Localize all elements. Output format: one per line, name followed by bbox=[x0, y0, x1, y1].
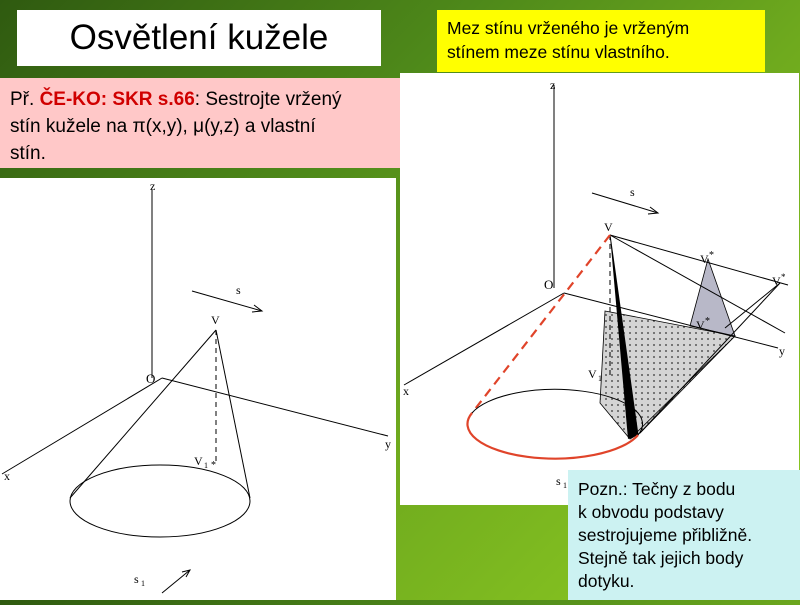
figure-left bbox=[0, 178, 396, 600]
label-x: x bbox=[4, 469, 10, 483]
cone-generator-left-hidden bbox=[472, 235, 610, 413]
label-z: z bbox=[550, 78, 556, 92]
label-v-star-lower: V bbox=[696, 318, 705, 332]
v-star-upper-mark: * bbox=[709, 250, 714, 261]
slide-title-box bbox=[17, 10, 381, 66]
label-s1-sub: 1 bbox=[141, 579, 145, 588]
axis-x bbox=[404, 293, 564, 385]
note-top bbox=[437, 10, 765, 72]
label-v: V bbox=[211, 313, 220, 327]
label-v-star-right: V bbox=[772, 274, 781, 288]
label-y: y bbox=[779, 344, 785, 358]
note-bottom bbox=[568, 470, 800, 600]
task-line1-rest: : Sestrojte vržený bbox=[194, 89, 342, 110]
note-bottom-line2: k obvodu podstavy bbox=[578, 502, 724, 522]
label-s1: s bbox=[556, 474, 561, 488]
note-top-line1: Mez stínu vrženého je vrženým bbox=[447, 18, 690, 38]
light-direction-s bbox=[192, 291, 262, 311]
task-prefix: Př. bbox=[10, 89, 40, 110]
label-s1-sub: 1 bbox=[563, 481, 567, 490]
label-x: x bbox=[403, 384, 409, 398]
task-box bbox=[0, 78, 400, 168]
cone-generator-left bbox=[70, 330, 216, 498]
label-s: s bbox=[236, 283, 241, 297]
label-o: O bbox=[544, 277, 554, 292]
task-line2: stín kužele na π(x,y), μ(y,z) a vlastní bbox=[10, 116, 316, 137]
task-reference: ČE-KO: SKR s.66 bbox=[39, 89, 195, 110]
label-o: O bbox=[146, 371, 156, 386]
light-direction-s bbox=[592, 193, 658, 213]
label-v1-sub: 1 bbox=[598, 374, 602, 383]
slide-title: Osvětlení kužele bbox=[69, 18, 329, 57]
label-v1: V bbox=[194, 454, 203, 468]
label-y: y bbox=[385, 437, 391, 451]
figure-right bbox=[400, 73, 799, 505]
note-bottom-line5: dotyku. bbox=[578, 571, 635, 591]
task-line3: stín. bbox=[10, 143, 46, 164]
cone-base bbox=[70, 465, 250, 537]
label-s: s bbox=[630, 185, 635, 199]
label-v1: V bbox=[588, 367, 597, 381]
tangent-top bbox=[725, 283, 780, 328]
label-s1: s bbox=[134, 572, 139, 586]
cone-generator-right bbox=[216, 330, 250, 498]
note-bottom-line1: Pozn.: Tečny z bodu bbox=[578, 479, 736, 499]
axis-x bbox=[2, 378, 162, 474]
note-top-line2: stínem meze stínu vlastního. bbox=[447, 42, 670, 62]
note-bottom-line3: sestrojujeme přibližně. bbox=[578, 525, 753, 545]
note-bottom-line4: Stejně tak jejich body bbox=[578, 548, 744, 568]
task-line1 bbox=[10, 86, 390, 113]
figure-left-svg bbox=[0, 178, 396, 600]
point-v1-mark: * bbox=[211, 460, 216, 471]
light-direction-s1 bbox=[162, 570, 190, 593]
axis-y bbox=[162, 378, 388, 436]
figure-right-svg bbox=[400, 73, 799, 505]
label-v-star-upper: V bbox=[700, 252, 709, 266]
v-star-right-mark: * bbox=[781, 272, 786, 282]
label-z: z bbox=[150, 179, 156, 193]
label-v1-sub: 1 bbox=[204, 461, 208, 470]
light-ray-upper bbox=[610, 235, 788, 285]
label-v: V bbox=[604, 220, 613, 234]
cone-base-visible bbox=[467, 413, 638, 459]
v-star-lower-mark: * bbox=[705, 316, 710, 327]
